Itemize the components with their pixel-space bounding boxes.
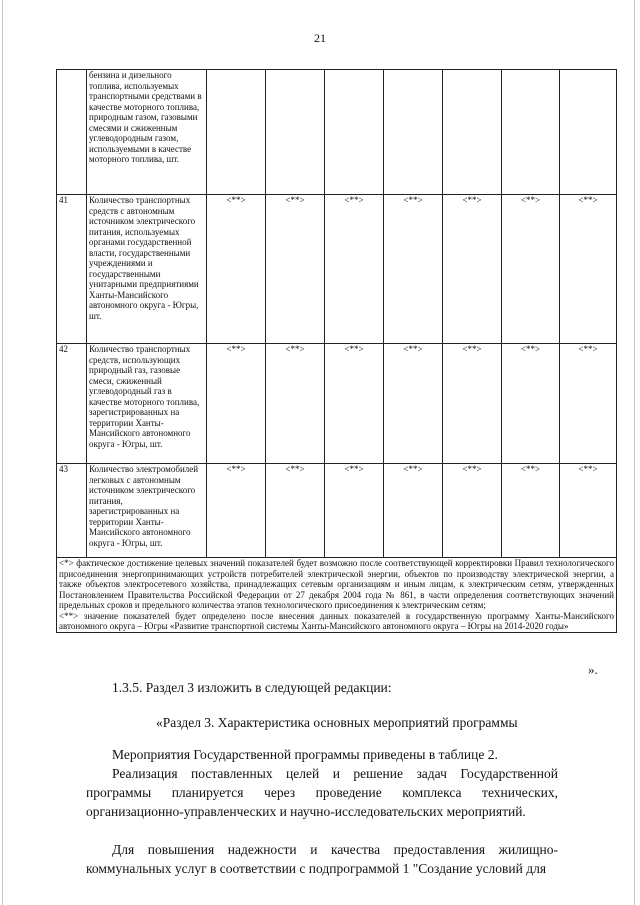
row-value: <**> bbox=[325, 195, 384, 344]
section-title: «Раздел 3. Характеристика основных мероприятий программы bbox=[156, 715, 518, 730]
row-value: <**> bbox=[325, 344, 384, 464]
table-row bbox=[57, 464, 617, 558]
row-description: бензина и дизельного топлива, используемых транспортными средствами в качестве моторного топлива, природным газом, газовыми смесями и сжиженным углеводородным газом, используемыми в качестве моторного топлива, шт. bbox=[87, 70, 207, 195]
paragraph: Мероприятия Государственной программы приведены в таблице 2. bbox=[112, 747, 498, 762]
row-value: <**> bbox=[207, 344, 266, 464]
row-value: <**> bbox=[266, 464, 325, 558]
row-value: <**> bbox=[266, 344, 325, 464]
row-value bbox=[207, 70, 266, 195]
paragraph: Реализация поставленных целей и решение задач Государственной программы планируется через проведение комплекса технических, организационно-управленческих и научно-исследовательских мероприятий. bbox=[86, 766, 558, 819]
section-heading: 1.3.5. Раздел 3 изложить в следующей редакции: bbox=[112, 680, 392, 695]
row-value bbox=[560, 70, 617, 195]
row-value: <**> bbox=[207, 195, 266, 344]
row-description: Количество электромобилей легковых с автономным источником электрического питания, зарегистрированных на территории Ханты-Мансийского автономного округа - Югры, шт. bbox=[87, 464, 207, 558]
row-value bbox=[384, 70, 443, 195]
indicators-table bbox=[56, 69, 617, 633]
row-value: <**> bbox=[207, 464, 266, 558]
row-value bbox=[325, 70, 384, 195]
row-value: <**> bbox=[443, 344, 502, 464]
row-number bbox=[57, 70, 87, 195]
row-value: <**> bbox=[384, 464, 443, 558]
footnote-single-star: <*> фактическое достижение целевых значений показателей будет возможно после соответствующей корректировки Правил технологического присоединения энергопринимающих устройств потребителей электрической энергии, объектов по производству электрической энергии, а также объектов электросетевого хозяйства, принадлежащих сетевым организациям и иным лицам, к электрическим сетям, утвержденных Постановлением Правительства Российской Федерации от 27 декабря 2004 года № 861, в части определения соответствующих значений предельных сроков и предельного количества этапов технологического присоединения к электрическим сетям; bbox=[59, 558, 614, 610]
paragraph: Для повышения надежности и качества предоставления жилищно-коммунальных услуг в соответствии с подпрограммой 1 "Создание условий для bbox=[86, 842, 558, 876]
footnotes-cell bbox=[57, 558, 617, 633]
row-description: Количество транспортных средств, использующих природный газ, газовые смеси, сжиженный углеводородный газ в качестве моторного топлива, зарегистрированных на территории Ханты-Мансийского автономного округа - Югры, шт. bbox=[87, 344, 207, 464]
row-value: <**> bbox=[560, 344, 617, 464]
row-value: <**> bbox=[384, 195, 443, 344]
footnote-double-star: <**> значение показателей будет определено после внесения данных показателей в государственную программу Ханты-Мансийского автономного округа – Югры «Развитие транспортной системы Ханты-Мансийского автономного округа – Югры на 2014-2020 годы» bbox=[59, 610, 614, 631]
row-value: <**> bbox=[384, 344, 443, 464]
row-value bbox=[502, 70, 560, 195]
row-value: <**> bbox=[502, 464, 560, 558]
row-value: <**> bbox=[502, 195, 560, 344]
row-description: Количество транспортных средств с автономным источником электрического питания, используемых органами государственной власти, государственными учреждениями и государственными унитарными предприятиями Ханты-Мансийского автономного округа - Югры, шт. bbox=[87, 195, 207, 344]
table-row bbox=[57, 344, 617, 464]
row-value: <**> bbox=[502, 344, 560, 464]
closing-quote: ». bbox=[588, 662, 598, 677]
row-number: 43 bbox=[57, 464, 87, 558]
scan-edge-right bbox=[634, 0, 635, 905]
row-value: <**> bbox=[560, 464, 617, 558]
table-row bbox=[57, 70, 617, 195]
footnotes-row bbox=[57, 558, 617, 633]
row-value: <**> bbox=[325, 464, 384, 558]
row-value: <**> bbox=[443, 195, 502, 344]
row-number: 41 bbox=[57, 195, 87, 344]
table-row bbox=[57, 195, 617, 344]
page-number: 21 bbox=[314, 31, 326, 45]
row-value bbox=[266, 70, 325, 195]
row-value: <**> bbox=[443, 464, 502, 558]
scan-edge-left bbox=[2, 0, 3, 905]
row-value: <**> bbox=[560, 195, 617, 344]
row-value bbox=[443, 70, 502, 195]
row-number: 42 bbox=[57, 344, 87, 464]
row-value: <**> bbox=[266, 195, 325, 344]
